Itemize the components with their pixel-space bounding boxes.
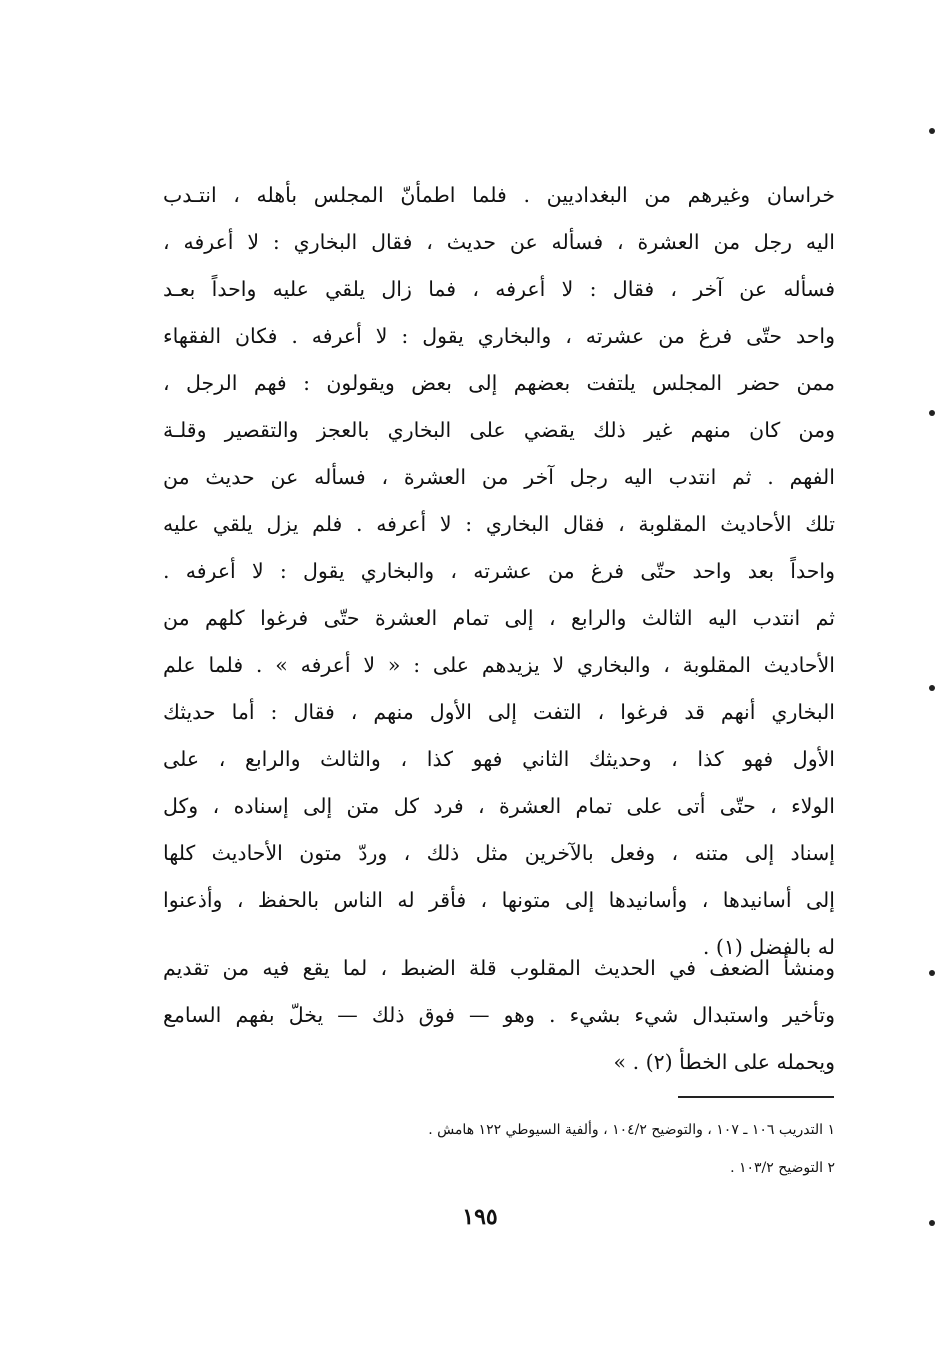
- text-line: واحداً بعد واحد حتّى فرغ من عشرته ، والبخاري يقول : لا أعرفه .: [163, 559, 835, 583]
- footnote-rule: [678, 1096, 834, 1098]
- text-line: واحد حتّى فرغ من عشرته ، والبخاري يقول : لا أعرفه . فكان الفقهاء: [163, 324, 835, 348]
- scan-edge-mark: [929, 1220, 935, 1226]
- text-line: فسأله عن آخر ، فقال : لا أعرفه ، فما زال يلقي عليه واحداً بعـد: [163, 277, 835, 301]
- footnote-2: ٢ التوضيح ١٠٣/٢ .: [730, 1160, 835, 1176]
- footnote-1: ١ التدريب ١٠٦ ـ ١٠٧ ، والتوضيح ١٠٤/٢ ، وألفية السيوطي ١٢٢ هامش .: [428, 1122, 835, 1138]
- scan-edge-mark: [929, 410, 935, 416]
- text-line: اليه رجل من العشرة ، فسأله عن حديث ، فقال البخاري : لا أعرفه ،: [163, 230, 835, 254]
- text-line: الأحاديث المقلوبة ، والبخاري لا يزيدهم على : « لا أعرفه » . فلما علم: [163, 653, 835, 677]
- text-line: ممن حضر المجلس يلتفت بعضهم إلى بعض ويقولون : فهم الرجل ،: [163, 371, 835, 395]
- text-line: ومنشأ الضعف في الحديث المقلوب قلة الضبط ، لما يقع فيه من تقديم: [163, 956, 835, 980]
- scan-edge-mark: [929, 970, 935, 976]
- text-line: الأول فهو كذا ، وحديثك الثاني فهو كذا ، والثالث والرابع ، على: [163, 747, 835, 771]
- text-line: ويحمله على الخطأ (٢) . »: [613, 1050, 835, 1074]
- text-line: خراسان وغيرهم من البغداديين . فلما اطمأنّ المجلس بأهله ، انتـدب: [163, 183, 835, 207]
- scan-edge-mark: [929, 685, 935, 691]
- text-line: تلك الأحاديث المقلوبة ، فقال البخاري : لا أعرفه . فلم يزل يلقي عليه: [163, 512, 835, 536]
- text-line: الولاء ، حتّى أتى على تمام العشرة ، فرد كل متن إلى إسناده ، وكل: [163, 794, 835, 818]
- text-line: له بالفضل (١) .: [702, 935, 835, 959]
- text-line: ثم انتدب اليه الثالث والرابع ، إلى تمام العشرة حتّى فرغوا كلهم من: [163, 606, 835, 630]
- text-line: ومن كان منهم غير ذلك يقضي على البخاري بالعجز والتقصير وقلـة: [163, 418, 835, 442]
- text-line: إلى أسانيدها ، وأسانيدها إلى متونها ، فأقر له الناس بالحفظ ، وأذعنوا: [163, 888, 835, 912]
- text-line: وتأخير واستبدال شيء بشيء . وهو — فوق ذلك — يخلّ بفهم السامع: [163, 1003, 835, 1027]
- scan-edge-mark: [929, 128, 935, 134]
- text-line: البخاري أنهم قد فرغوا ، التفت إلى الأول منهم ، فقال : أما حديثك: [163, 700, 835, 724]
- text-line: إسناد إلى متنه ، وفعل بالآخرين مثل ذلك ، وردّ متون الأحاديث كلها: [163, 841, 835, 865]
- page-number: ١٩٥: [462, 1204, 498, 1230]
- text-line: الفهم . ثم انتدب اليه رجل آخر من العشرة ، فسأله عن حديث من: [163, 465, 835, 489]
